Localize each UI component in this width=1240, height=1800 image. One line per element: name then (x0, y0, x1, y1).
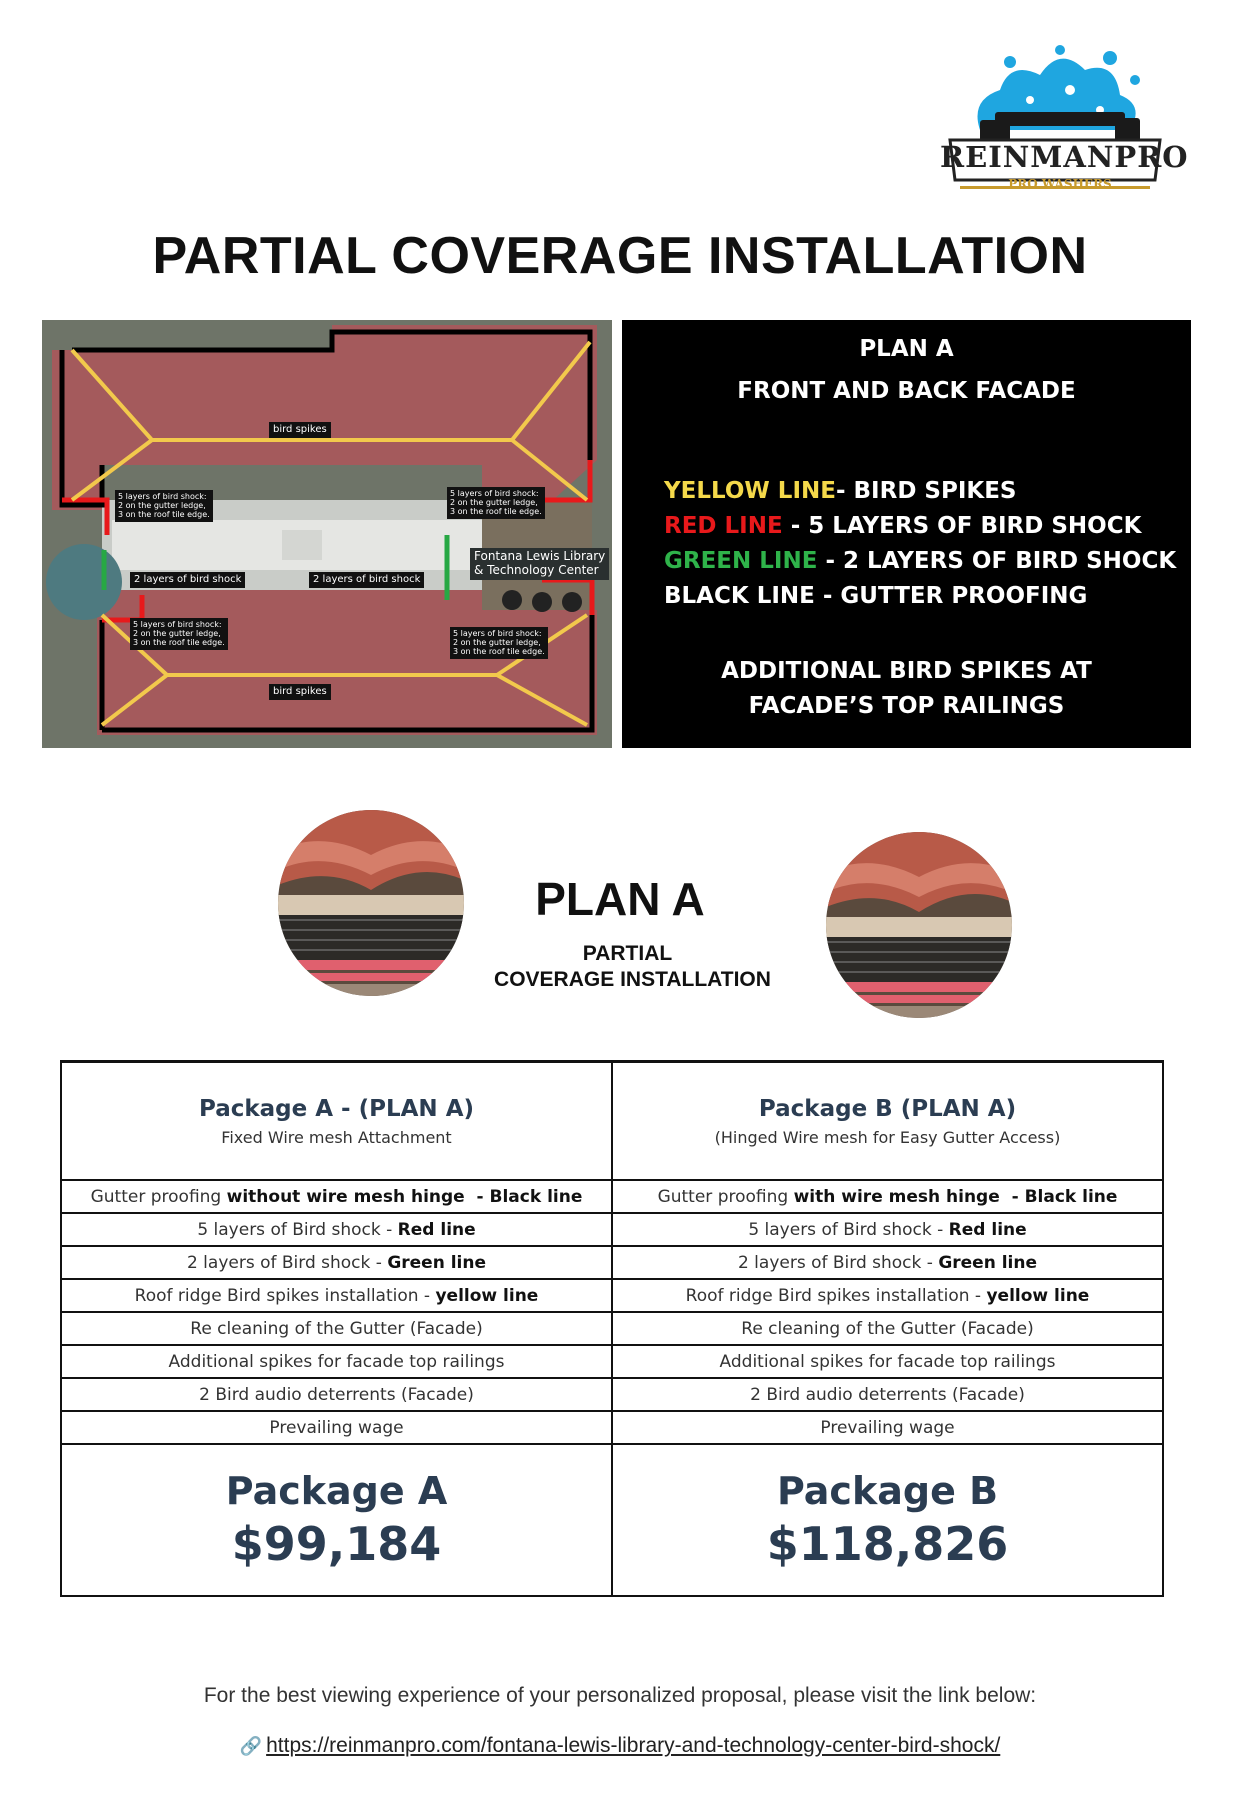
package-a-name: Package A - (PLAN A) (198, 1095, 475, 1122)
package-b-feature-cell (612, 1312, 1163, 1345)
legend-green-desc: - 2 LAYERS OF BIRD SHOCK (817, 548, 1177, 574)
package-a-price-cell (61, 1444, 612, 1596)
package-a-header (61, 1062, 612, 1181)
package-a-feature-cell (61, 1279, 612, 1312)
plan-title: PLAN A (535, 873, 705, 925)
table-row (61, 1378, 1163, 1411)
legend-plan: PLAN A (859, 336, 954, 362)
package-b-name: Package B (PLAN A) (758, 1095, 1017, 1122)
link-icon: 🔗 (239, 1736, 263, 1756)
feature-highlight: Red line (948, 1219, 1027, 1240)
package-a-feature-cell (61, 1378, 612, 1411)
table-row (61, 1180, 1163, 1213)
map-label-shock5-top-right: 5 layers of bird shock: 2 on the gutter ledge, 3 on the roof tile edge. (447, 487, 545, 519)
feature-highlight: yellow line (986, 1285, 1090, 1306)
packages-price-row (61, 1444, 1163, 1596)
packages-table (60, 1060, 1164, 1597)
feature-text: Prevailing wage (820, 1417, 955, 1438)
legend-black-row: BLACK LINE - GUTTER PROOFING (664, 583, 1088, 609)
map-label-shock2-left: 2 layers of bird shock (130, 572, 245, 588)
map-label-bird-spikes-bottom: bird spikes (269, 684, 331, 700)
map-label-shock5-bottom-left: 5 layers of bird shock: 2 on the gutter ledge, 3 on the roof tile edge. (130, 618, 228, 650)
proposal-link[interactable]: https://reinmanpro.com/fontana-lewis-library-and-technology-center-bird-shock/ (266, 1734, 1001, 1757)
package-b-feature-cell (612, 1246, 1163, 1279)
package-a-feature-cell (61, 1312, 612, 1345)
feature-text: 2 layers of Bird shock - (737, 1252, 939, 1273)
legend-facade: FRONT AND BACK FACADE (737, 378, 1076, 404)
table-row (61, 1312, 1163, 1345)
package-a-feature-cell (61, 1345, 612, 1378)
feature-text: Roof ridge Bird spikes installation - (134, 1285, 436, 1306)
package-b-feature-cell (612, 1345, 1163, 1378)
logo-brand: REINMANPRO (940, 140, 1189, 174)
feature-highlight: Green line (387, 1252, 487, 1273)
legend-yellow-key: YELLOW LINE (664, 478, 836, 504)
legend-green-key: GREEN LINE (664, 548, 818, 574)
feature-text: 2 layers of Bird shock - (186, 1252, 388, 1273)
package-b-price: $118,826 (766, 1517, 1009, 1571)
legend-red-desc: - 5 LAYERS OF BIRD SHOCK (782, 513, 1142, 539)
feature-highlight: without wire mesh hinge - Black line (226, 1186, 583, 1207)
logo-tagline: PRO WASHERS (1008, 177, 1112, 191)
page-title: PARTIAL COVERAGE INSTALLATION (152, 227, 1088, 285)
legend-red-row (664, 513, 1141, 539)
table-row (61, 1246, 1163, 1279)
feature-highlight: Red line (397, 1219, 476, 1240)
table-row (61, 1411, 1163, 1444)
feature-text: 5 layers of Bird shock - (748, 1219, 949, 1240)
package-a-price-name: Package A (225, 1469, 448, 1513)
packages-header-row (61, 1062, 1163, 1181)
feature-highlight: with wire mesh hinge - Black line (793, 1186, 1118, 1207)
map-label-shock2-right: 2 layers of bird shock (309, 572, 424, 588)
feature-text: Gutter proofing (657, 1186, 794, 1207)
packages-feature-rows (61, 1180, 1163, 1444)
legend-yellow-desc: - BIRD SPIKES (835, 478, 1017, 504)
plan-subtitle-1: PARTIAL (582, 942, 673, 965)
package-a-feature-cell (61, 1180, 612, 1213)
package-b-feature-cell (612, 1213, 1163, 1246)
package-b-price-cell (612, 1444, 1163, 1596)
legend-green-row (664, 548, 1176, 574)
feature-text: Gutter proofing (90, 1186, 227, 1207)
map-label-shock5-bottom-right: 5 layers of bird shock: 2 on the gutter ledge, 3 on the roof tile edge. (450, 627, 548, 659)
roof-photo-left (278, 810, 464, 996)
table-row (61, 1213, 1163, 1246)
map-label-bird-spikes-top: bird spikes (269, 422, 331, 438)
roof-map (42, 320, 612, 748)
package-b-feature-cell (612, 1411, 1163, 1444)
feature-text: Roof ridge Bird spikes installation - (685, 1285, 987, 1306)
package-b-feature-cell (612, 1180, 1163, 1213)
feature-text: Re cleaning of the Gutter (Facade) (190, 1318, 483, 1339)
package-a-desc: Fixed Wire mesh Attachment (221, 1127, 452, 1147)
feature-text: Re cleaning of the Gutter (Facade) (741, 1318, 1034, 1339)
feature-text: 5 layers of Bird shock - (197, 1219, 398, 1240)
feature-text: 2 Bird audio deterrents (Facade) (199, 1384, 474, 1405)
footer-link-row (0, 1734, 1240, 1758)
package-a-price: $99,184 (231, 1517, 442, 1571)
feature-highlight: Green line (938, 1252, 1038, 1273)
package-b-feature-cell (612, 1279, 1163, 1312)
company-logo (940, 40, 1189, 210)
legend-red-key: RED LINE (664, 513, 783, 539)
plan-subtitle-2: COVERAGE INSTALLATION (494, 968, 771, 991)
table-row (61, 1279, 1163, 1312)
package-b-price-name: Package B (776, 1469, 999, 1513)
table-row (61, 1345, 1163, 1378)
feature-highlight: yellow line (435, 1285, 539, 1306)
legend-additional-2: FACADE’S TOP RAILINGS (748, 693, 1065, 719)
package-a-feature-cell (61, 1411, 612, 1444)
package-b-header (612, 1062, 1163, 1181)
feature-text: Additional spikes for facade top railings (719, 1351, 1056, 1372)
feature-text: Prevailing wage (269, 1417, 404, 1438)
feature-text: 2 Bird audio deterrents (Facade) (750, 1384, 1025, 1405)
package-a-feature-cell (61, 1246, 612, 1279)
footer-text: For the best viewing experience of your personalized proposal, please visit the link below: (203, 1684, 1037, 1707)
map-label-library: Fontana Lewis Library & Technology Center (470, 548, 609, 580)
package-b-desc: (Hinged Wire mesh for Easy Gutter Access) (714, 1127, 1061, 1147)
feature-text: Additional spikes for facade top railings (168, 1351, 505, 1372)
package-b-feature-cell (612, 1378, 1163, 1411)
legend-additional-1: ADDITIONAL BIRD SPIKES AT (721, 658, 1092, 684)
package-a-feature-cell (61, 1213, 612, 1246)
legend-yellow-row (664, 478, 1017, 504)
legend-panel (622, 320, 1191, 748)
map-label-shock5-top-left: 5 layers of bird shock: 2 on the gutter ledge, 3 on the roof tile edge. (115, 490, 213, 522)
roof-photo-right (826, 832, 1012, 1018)
